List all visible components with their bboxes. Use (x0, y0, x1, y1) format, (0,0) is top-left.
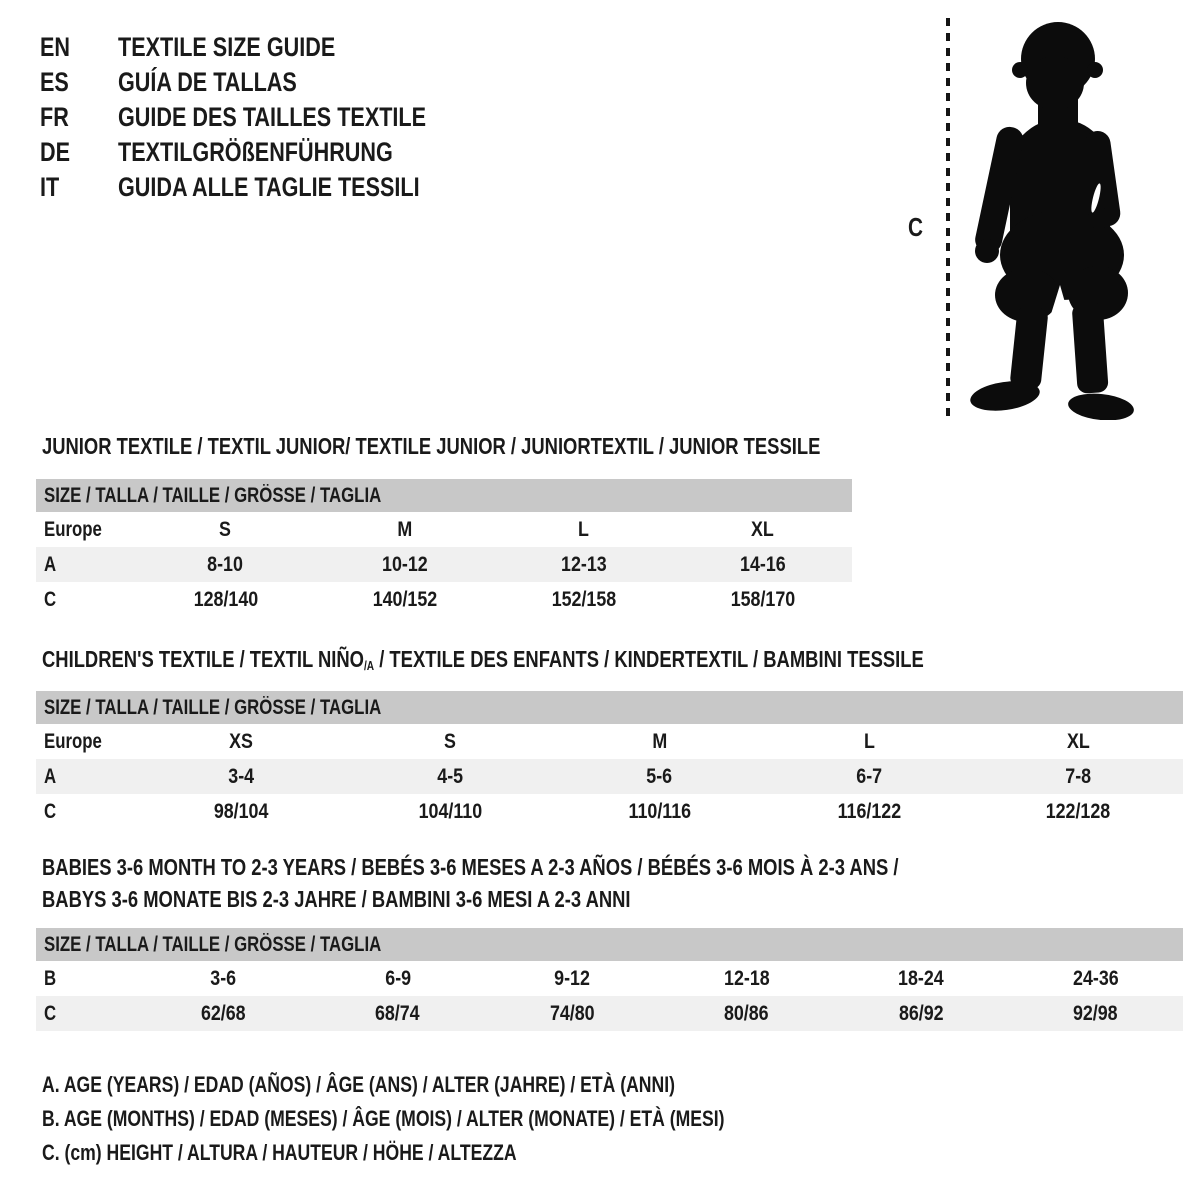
children-section-heading (42, 646, 1144, 673)
row-label: Europe (44, 729, 102, 753)
row-label: Europe (44, 517, 102, 541)
table-cell: 158/170 (730, 587, 795, 611)
table-cell: XL (751, 517, 774, 541)
baby-silhouette-icon (965, 15, 1140, 420)
babies-section-heading (42, 851, 1113, 915)
legend-height: C. (cm) HEIGHT / ALTURA / HAUTEUR / HÖHE / ALTEZZA (42, 1140, 517, 1165)
table-cell: 86/92 (898, 1001, 944, 1025)
heading-suffix: / TEXTILE DES ENFANTS / KINDERTEXTIL / BAMBINI TESSILE (374, 646, 924, 672)
table-cell: 74/80 (549, 1001, 595, 1025)
table-cell: 5-6 (646, 764, 673, 788)
table-row-months (36, 961, 1183, 996)
table-row-height (36, 582, 852, 617)
table-cell: 9-12 (554, 966, 591, 990)
language-title: TEXTILE SIZE GUIDE (118, 32, 336, 62)
language-title: GUIDA ALLE TAGLIE TESSILI (118, 172, 420, 202)
heading-line-2: BABYS 3-6 MONATE BIS 2-3 JAHRE / BAMBINI 3-6 MESI A 2-3 ANNI (42, 886, 631, 912)
language-row (40, 65, 503, 100)
legend-age-months: B. AGE (MONTHS) / EDAD (MESES) / ÂGE (MOIS) / ALTER (MONATE) / ETÀ (MESI) (42, 1106, 725, 1131)
language-title: GUIDE DES TAILLES TEXTILE (118, 102, 427, 132)
language-row (40, 170, 503, 205)
table-row-europe (36, 512, 852, 547)
table-cell: 140/152 (372, 587, 437, 611)
table-cell: 92/98 (1073, 1001, 1119, 1025)
heading-subscript: /A (363, 659, 375, 673)
table-cell: XL (1066, 729, 1090, 753)
table-cell: 10-12 (381, 552, 428, 576)
table-cell: XS (228, 729, 253, 753)
table-cell: S (444, 729, 457, 753)
row-label: C (44, 1001, 57, 1025)
language-code: EN (40, 32, 71, 62)
table-row-age (36, 547, 852, 582)
table-cell: 14-16 (739, 552, 786, 576)
size-header-bar: SIZE / TALLA / TAILLE / GRÖSSE / TAGLIA (36, 479, 852, 512)
table-cell: 7-8 (1065, 764, 1092, 788)
table-cell: 4-5 (437, 764, 464, 788)
table-cell: 12-18 (723, 966, 770, 990)
table-cell: 122/128 (1046, 799, 1111, 823)
table-row-height (36, 794, 1183, 829)
row-label: A (44, 764, 57, 788)
language-code: DE (40, 137, 71, 167)
table-cell: 6-7 (856, 764, 882, 788)
table-cell: 104/110 (418, 799, 482, 823)
table-cell: 110/116 (628, 799, 691, 823)
table-cell: 8-10 (207, 552, 244, 576)
table-cell: 80/86 (724, 1001, 770, 1025)
junior-size-table (36, 479, 852, 617)
row-label: C (44, 587, 57, 611)
table-cell: 62/68 (200, 1001, 246, 1025)
table-cell: 116/122 (837, 799, 901, 823)
language-title-list (40, 30, 503, 205)
table-cell: L (578, 517, 589, 541)
table-cell: 68/74 (375, 1001, 421, 1025)
size-header-bar: SIZE / TALLA / TAILLE / GRÖSSE / TAGLIA (36, 691, 1183, 724)
children-size-table (36, 691, 1183, 829)
table-row-europe (36, 724, 1183, 759)
legend (42, 1068, 895, 1170)
language-code: FR (40, 102, 69, 132)
row-label: C (44, 799, 57, 823)
babies-size-table (36, 928, 1183, 1031)
junior-section-heading: JUNIOR TEXTILE / TEXTIL JUNIOR/ TEXTILE JUNIOR / JUNIORTEXTIL / JUNIOR TESSILE (42, 433, 821, 459)
language-code: IT (40, 172, 60, 202)
table-cell: 24-36 (1072, 966, 1119, 990)
height-measure-line (946, 18, 950, 416)
row-label: B (44, 966, 57, 990)
table-cell: 152/158 (551, 587, 616, 611)
language-row (40, 30, 503, 65)
table-cell: S (219, 517, 232, 541)
heading-line-1: BABIES 3-6 MONTH TO 2-3 YEARS / BEBÉS 3-6 MESES A 2-3 AÑOS / BÉBÉS 3-6 MOIS À 2-3 ANS / (42, 854, 899, 880)
heading-prefix: CHILDREN'S TEXTILE / TEXTIL NIÑO (42, 646, 364, 672)
language-title: TEXTILGRÖßENFÜHRUNG (118, 137, 393, 167)
language-code: ES (40, 67, 69, 97)
table-cell: M (397, 517, 412, 541)
legend-age-years: A. AGE (YEARS) / EDAD (AÑOS) / ÂGE (ANS) / ALTER (JAHRE) / ETÀ (ANNI) (42, 1072, 675, 1097)
table-row-height (36, 996, 1183, 1031)
table-cell: 98/104 (213, 799, 268, 823)
table-cell: 12-13 (560, 552, 607, 576)
table-cell: 6-9 (384, 966, 411, 990)
language-row (40, 135, 503, 170)
language-row (40, 100, 503, 135)
table-cell: 3-4 (227, 764, 254, 788)
height-measure-label: C (908, 212, 924, 242)
table-cell: L (863, 729, 875, 753)
table-cell: M (652, 729, 667, 753)
language-title: GUÍA DE TALLAS (118, 67, 297, 97)
table-cell: 18-24 (898, 966, 945, 990)
row-label: A (44, 552, 57, 576)
table-cell: 3-6 (210, 966, 237, 990)
size-header-bar: SIZE / TALLA / TAILLE / GRÖSSE / TAGLIA (36, 928, 1183, 961)
table-cell: 128/140 (193, 587, 258, 611)
table-row-age (36, 759, 1183, 794)
